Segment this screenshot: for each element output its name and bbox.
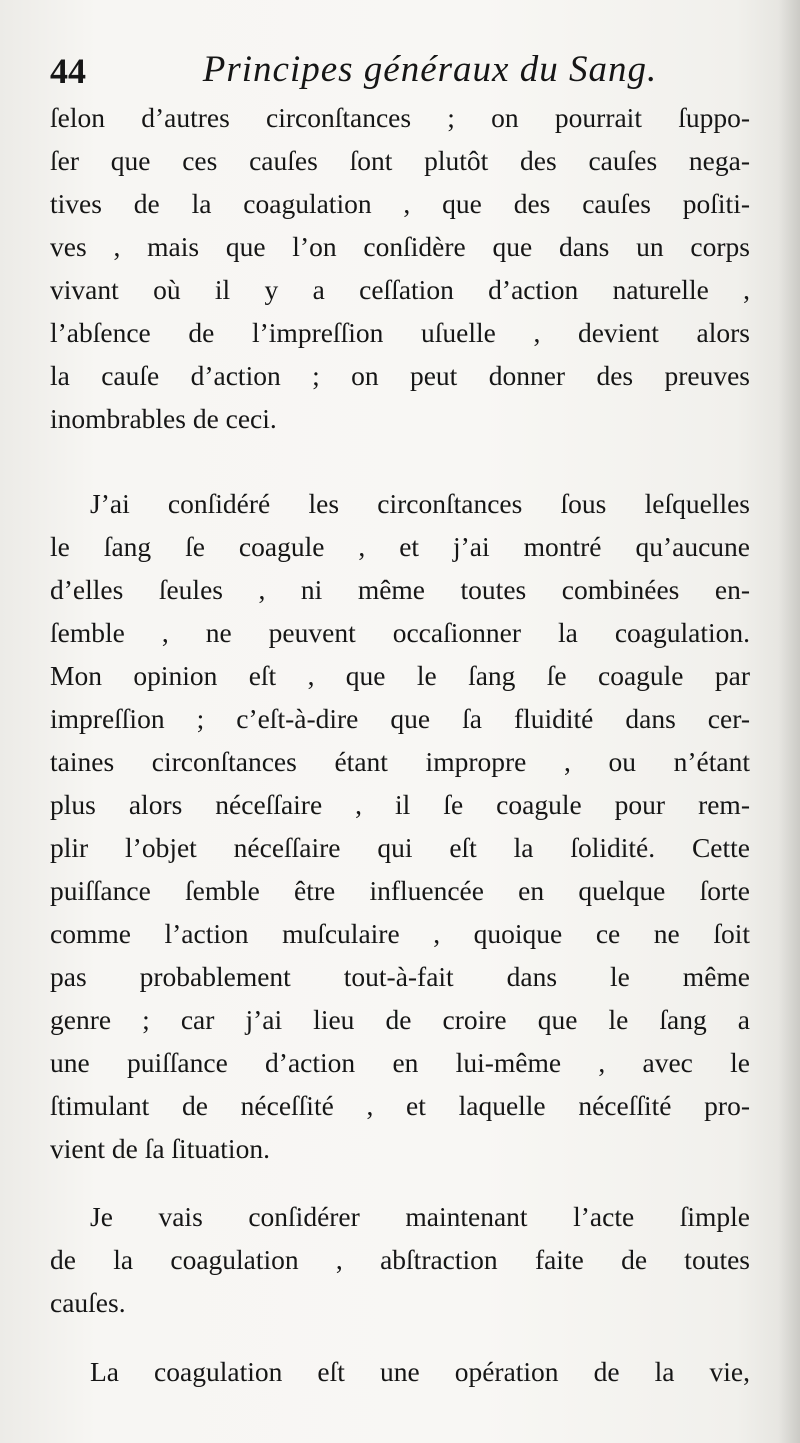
running-title: Principes généraux du Sang. [202, 49, 658, 90]
paragraph-3 [50, 1195, 750, 1324]
page-number: 44 [50, 51, 86, 91]
text-line: pas probablement tout-à-fait dans le même [50, 961, 750, 992]
text-line: genre ; car j’ai lieu de croire que le ſang a [50, 1004, 750, 1035]
text-line: d’elles ſeules , ni même toutes combinées en- [50, 574, 750, 605]
text-line: Mon opinion eſt , que le ſang ſe coagule par [50, 660, 750, 691]
page-header [50, 48, 750, 98]
paragraph-1 [50, 96, 750, 440]
page-edge-shadow [778, 0, 800, 1443]
text-line: de la coagulation , abſtraction faite de toutes [50, 1244, 750, 1275]
text-line: ſelon d’autres circonſtances ; on pourrait ſuppo- [50, 102, 750, 133]
text-line: la cauſe d’action ; on peut donner des preuves [50, 360, 750, 391]
text-line: ſemble , ne peuvent occaſionner la coagulation. [50, 617, 750, 648]
paragraph-4 [50, 1350, 750, 1393]
text-line: ſtimulant de néceſſité , et laquelle néceſſité pro- [50, 1090, 750, 1121]
text-line: J’ai conſidéré les circonſtances ſous leſquelles [90, 488, 750, 519]
text-line: La coagulation eſt une opération de la vie, [90, 1356, 750, 1387]
text-line: vient de ſa ſituation. [50, 1133, 270, 1164]
text-line: tives de la coagulation , que des cauſes poſiti- [50, 188, 750, 219]
text-line: ſer que ces cauſes ſont plutôt des cauſes nega- [50, 145, 750, 176]
text-line: puiſſance ſemble être influencée en quelque ſorte [50, 875, 750, 906]
text-line: plir l’objet néceſſaire qui eſt la ſolidité. Cette [50, 832, 750, 863]
text-line: plus alors néceſſaire , il ſe coagule pour rem- [50, 789, 750, 820]
text-line: taines circonſtances étant impropre , ou n’étant [50, 746, 750, 777]
text-line: inombrables de ceci. [50, 403, 277, 434]
text-line: le ſang ſe coagule , et j’ai montré qu’aucune [50, 531, 750, 562]
text-line: cauſes. [50, 1287, 126, 1318]
text-line: vivant où il y a ceſſation d’action naturelle , [50, 274, 750, 305]
text-line: comme l’action muſculaire , quoique ce ne ſoit [50, 918, 750, 949]
text-line: Je vais conſidérer maintenant l’acte ſimple [90, 1201, 750, 1232]
paragraph-2 [50, 482, 750, 1170]
text-line: l’abſence de l’impreſſion uſuelle , devient alors [50, 317, 750, 348]
text-line: une puiſſance d’action en lui-même , avec le [50, 1047, 750, 1078]
text-line: ves , mais que l’on conſidère que dans un corps [50, 231, 750, 262]
text-line: impreſſion ; c’eſt-à-dire que ſa fluidité dans cer- [50, 703, 750, 734]
